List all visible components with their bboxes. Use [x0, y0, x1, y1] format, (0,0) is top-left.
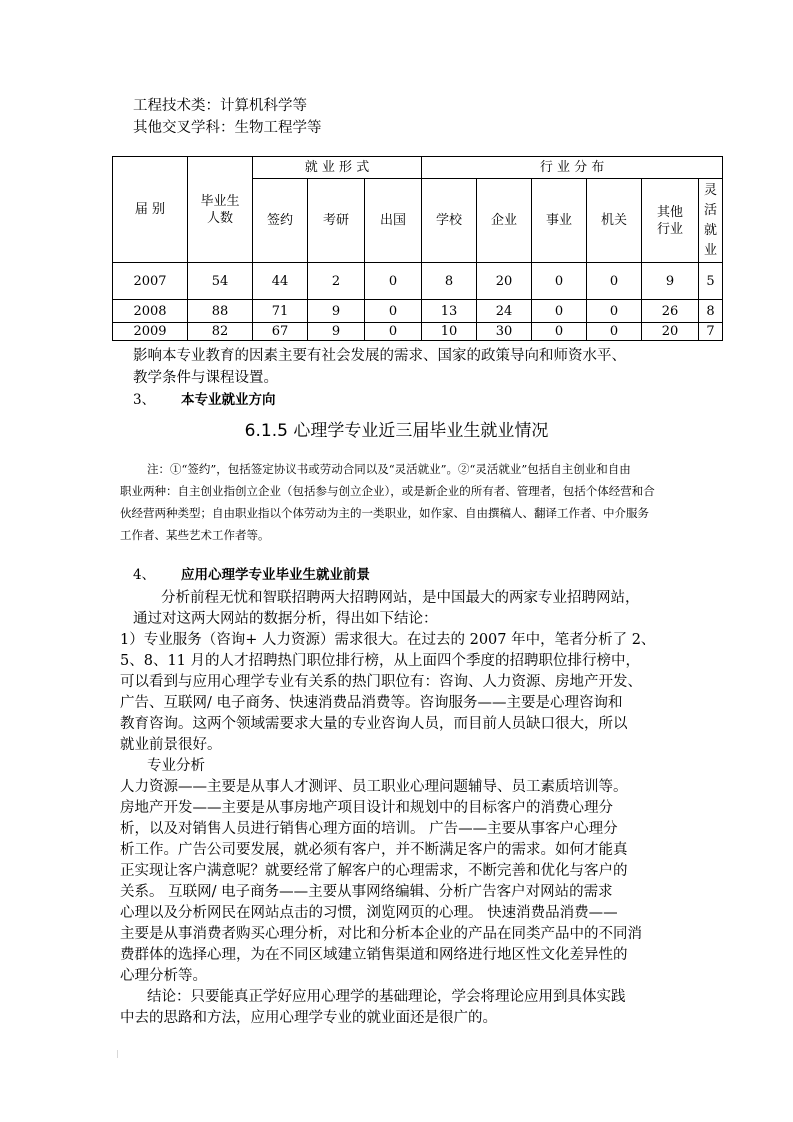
- cell: 30: [477, 323, 532, 341]
- header-flexible-employment: [699, 179, 723, 263]
- cell: 0: [587, 263, 642, 300]
- cell: 44: [253, 263, 308, 300]
- body-line: 心理分析等。: [120, 968, 207, 984]
- cell: 10: [422, 323, 477, 341]
- body-line: 分析前程无忧和智联招聘两大招聘网站，是中国最大的两家专业招聘网站，: [161, 590, 640, 606]
- header-government: 机关: [587, 179, 642, 263]
- header-abroad: 出国: [365, 179, 422, 263]
- cell: 9: [308, 300, 365, 323]
- row-year: 2009: [113, 323, 188, 341]
- body-line: 房地产开发——主要是从事房地产项目设计和规划中的目标客户的消费心理分: [120, 800, 613, 816]
- cell: 71: [253, 300, 308, 323]
- cell: 8: [699, 300, 723, 323]
- note-line: 伙经营两种类型；自由职业指以个体劳动为主的一类职业，如作家、自由撰稿人、翻译工作者、中介服务: [120, 506, 649, 520]
- cell: 7: [699, 323, 723, 341]
- header-public-institution: 事业: [532, 179, 587, 263]
- row-year: 2008: [113, 300, 188, 323]
- industry-distribution-header: 行 业 分 布: [422, 157, 723, 179]
- cell: 20: [642, 323, 699, 341]
- table-row: [113, 263, 723, 300]
- conclusion-line: 中去的思路和方法，应用心理学专业的就业面还是很广的。: [120, 1010, 497, 1026]
- header-enterprise: 企业: [477, 179, 532, 263]
- cell: 2: [308, 263, 365, 300]
- header-school: 学校: [422, 179, 477, 263]
- intro-line-interdisciplinary: 其他交叉学科：生物工程学等: [133, 120, 322, 136]
- body-line: 可以看到与应用心理学专业有关系的热门职位有：咨询、人力资源、房地产开发、: [120, 674, 642, 690]
- body-line: 正实现让客户满意呢？就要经常了解客户的心理需求，不断完善和优化与客户的: [120, 863, 628, 879]
- body-line: 析工作。广告公司要发展，就必须有客户，并不断满足客户的需求。如何才能真: [120, 842, 628, 858]
- cell: 0: [532, 263, 587, 300]
- section-heading-6-1-5: 6.1.5 心理学专业近三届毕业生就业情况: [244, 421, 549, 441]
- cell: 0: [587, 300, 642, 323]
- graduate-count-header: [188, 157, 253, 263]
- cell: 24: [477, 300, 532, 323]
- graduate-header-line: 人数: [206, 210, 233, 226]
- body-line: 人力资源——主要是从事人才测评、员工职业心理问题辅导、员工素质培训等。: [120, 779, 628, 795]
- section-4-number: 4、: [133, 567, 156, 583]
- cell: 88: [188, 300, 253, 323]
- cell: 9: [308, 323, 365, 341]
- factors-line: 影响本专业教育的因素主要有社会发展的需求、国家的政策导向和师资水平、: [133, 348, 626, 364]
- header-signed: 签约: [253, 179, 308, 263]
- row-year: 2007: [113, 263, 188, 300]
- header-other-industry: [642, 179, 699, 263]
- body-line: 析，以及对销售人员进行销售心理方面的培训。 广告——主要从事客户心理分: [120, 821, 618, 837]
- note-line: 注：①“签约”，包括签定协议书或劳动合同以及“灵活就业”。②“灵活就业”包括自主创业和自由: [147, 462, 631, 476]
- cell: 0: [365, 300, 422, 323]
- section-4-title: 应用心理学专业毕业生就业前景: [181, 567, 370, 583]
- body-line: 通过对这两大网站的数据分析，得出如下结论：: [133, 611, 438, 627]
- cell: 0: [587, 323, 642, 341]
- body-line: 5、8、11 月的人才招聘热门职位排行榜，从上面四个季度的招聘职位排行榜中，: [120, 653, 641, 669]
- subheading-professional-analysis: 专业分析: [147, 758, 205, 774]
- table-row: [113, 300, 723, 323]
- cell: 54: [188, 263, 253, 300]
- body-line: 1）专业服务（咨询+ 人力资源）需求很大。在过去的 2007 年中，笔者分析了 2、: [120, 632, 656, 648]
- cell: 0: [532, 323, 587, 341]
- body-line: 广告、互联网/ 电子商务、快速消费品消费等。咨询服务——主要是心理咨询和: [120, 695, 623, 711]
- flexible-header-text: 灵活就业: [704, 182, 718, 258]
- employment-form-header: 就 业 形 式: [253, 157, 422, 179]
- table-header-row-group: [113, 157, 723, 179]
- cell: 0: [365, 263, 422, 300]
- cell: 67: [253, 323, 308, 341]
- year-header: 届 别: [113, 157, 188, 263]
- note-line: 职业两种：自主创业指创立企业（包括参与创立企业），或是新企业的所有者、管理者，包括个体经营和合: [120, 484, 655, 498]
- section-3-number: 3、: [133, 392, 156, 408]
- factors-line: 教学条件与课程设置。: [133, 370, 278, 386]
- cell: 5: [699, 263, 723, 300]
- cell: 13: [422, 300, 477, 323]
- conclusion-line: 结论：只要能真正学好应用心理学的基础理论，学会将理论应用到具体实践: [147, 989, 626, 1005]
- section-3-title: 本专业就业方向: [181, 392, 276, 408]
- cell: 82: [188, 323, 253, 341]
- body-line: 心理以及分析网民在网站点击的习惯，浏览网页的心理。 快速消费品消费——: [120, 905, 618, 921]
- other-header-line: 行业: [657, 221, 684, 237]
- cell: 9: [642, 263, 699, 300]
- note-line: 工作者、某些艺术工作者等。: [120, 528, 270, 542]
- intro-line-engineering: 工程技术类：计算机科学等: [133, 98, 307, 114]
- cell: 0: [532, 300, 587, 323]
- body-line: 费群体的选择心理，为在不同区域建立销售渠道和网络进行地区性文化差异性的: [120, 947, 628, 963]
- body-line: 教育咨询。这两个领域需要求大量的专业咨询人员，而目前人员缺口很大，所以: [120, 716, 628, 732]
- cell: 20: [477, 263, 532, 300]
- cell: 26: [642, 300, 699, 323]
- employment-stats-table: [112, 156, 723, 341]
- page-mark: [117, 1050, 118, 1058]
- graduate-header-line: 毕业生: [200, 193, 240, 209]
- table-row: [113, 323, 723, 341]
- cell: 8: [422, 263, 477, 300]
- other-header-line: 其他: [657, 204, 684, 220]
- header-postgrad: 考研: [308, 179, 365, 263]
- cell: 0: [365, 323, 422, 341]
- body-line: 关系。 互联网/ 电子商务——主要从事网络编辑、分析广告客户对网站的需求: [120, 884, 613, 900]
- body-line: 就业前景很好。: [120, 737, 222, 753]
- body-line: 主要是从事消费者购买心理分析，对比和分析本企业的产品在同类产品中的不同消: [120, 926, 642, 942]
